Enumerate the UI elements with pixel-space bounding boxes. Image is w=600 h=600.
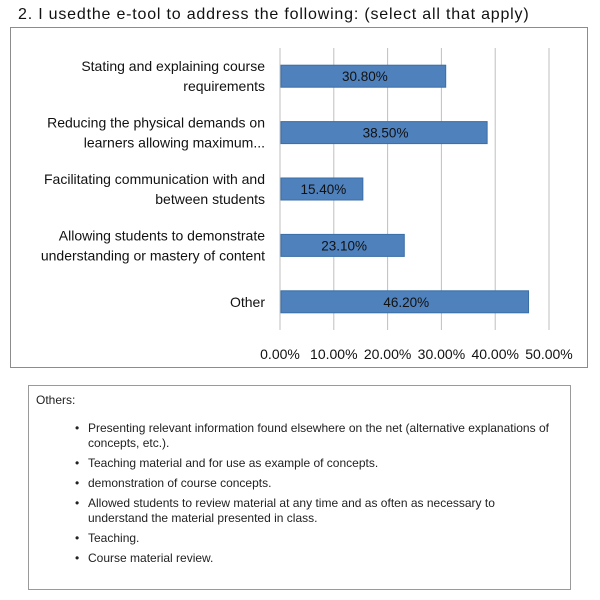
x-tick-label-2: 20.00% <box>363 346 412 362</box>
question-title: 2. I usedthe e-tool to address the following: (select all that apply) <box>18 6 530 23</box>
x-tick-label-0: 0.00% <box>260 346 300 362</box>
category-label-2-line-0: Facilitating communication with and <box>44 171 265 187</box>
category-label-2-line-1: between students <box>155 191 265 207</box>
others-item-text: Teaching material and for use as example of concepts. <box>88 456 379 470</box>
bullet-icon: • <box>75 551 80 565</box>
x-tick-label-1: 10.00% <box>310 346 358 362</box>
others-item-text: Teaching. <box>88 531 140 545</box>
others-list-item <box>75 456 563 471</box>
category-label-0-line-1: requirements <box>183 78 265 95</box>
data-label-0: 30.80% <box>341 69 388 85</box>
chart-frame <box>10 27 588 368</box>
data-label-3: 23.10% <box>321 238 368 254</box>
others-item-text: demonstration of course concepts. <box>88 476 272 490</box>
category-label-4-line-0: Other <box>229 293 265 310</box>
category-label-3-line-1: understanding or mastery of content <box>40 247 265 264</box>
data-label-1: 38.50% <box>362 125 409 141</box>
others-panel <box>28 385 571 590</box>
category-label-1-line-0: Reducing the physical demands on <box>47 114 265 131</box>
category-label-1-line-1: learners allowing maximum... <box>83 134 265 151</box>
category-label-4 <box>230 294 265 310</box>
others-list-item <box>75 496 563 526</box>
others-item-text: Presenting relevant information found elsewhere on the net (alternative explanations of concepts, etc.). <box>88 421 549 450</box>
others-list <box>36 421 563 566</box>
others-list-item <box>75 551 563 566</box>
others-item-text: Course material review. <box>88 551 214 565</box>
others-item-text: Allowed students to review material at any time and as often as necessary to understand the material presented in class. <box>88 496 495 525</box>
others-list-item <box>75 421 563 451</box>
bar-chart <box>11 28 589 369</box>
x-tick-label-3: 30.00% <box>417 346 466 362</box>
others-title: Others: <box>36 393 76 407</box>
x-tick-label-5: 50.00% <box>525 346 573 362</box>
others-list-item <box>75 531 563 546</box>
x-tick-label-4: 40.00% <box>471 346 519 362</box>
category-label-3-line-0: Allowing students to demonstrate <box>58 227 265 244</box>
data-label-2: 15.40% <box>300 182 347 197</box>
category-label-2 <box>44 171 265 207</box>
category-label-0 <box>81 58 265 94</box>
category-label-3 <box>41 227 265 263</box>
bullet-icon: • <box>75 496 80 510</box>
bullet-icon: • <box>75 476 80 490</box>
bullet-icon: • <box>75 531 80 545</box>
bullet-icon: • <box>75 421 80 435</box>
others-list-item <box>75 476 563 491</box>
bullet-icon: • <box>75 456 80 470</box>
category-label-1 <box>47 115 265 151</box>
category-label-0-line-0: Stating and explaining course <box>81 58 265 75</box>
data-label-4: 46.20% <box>383 294 430 310</box>
